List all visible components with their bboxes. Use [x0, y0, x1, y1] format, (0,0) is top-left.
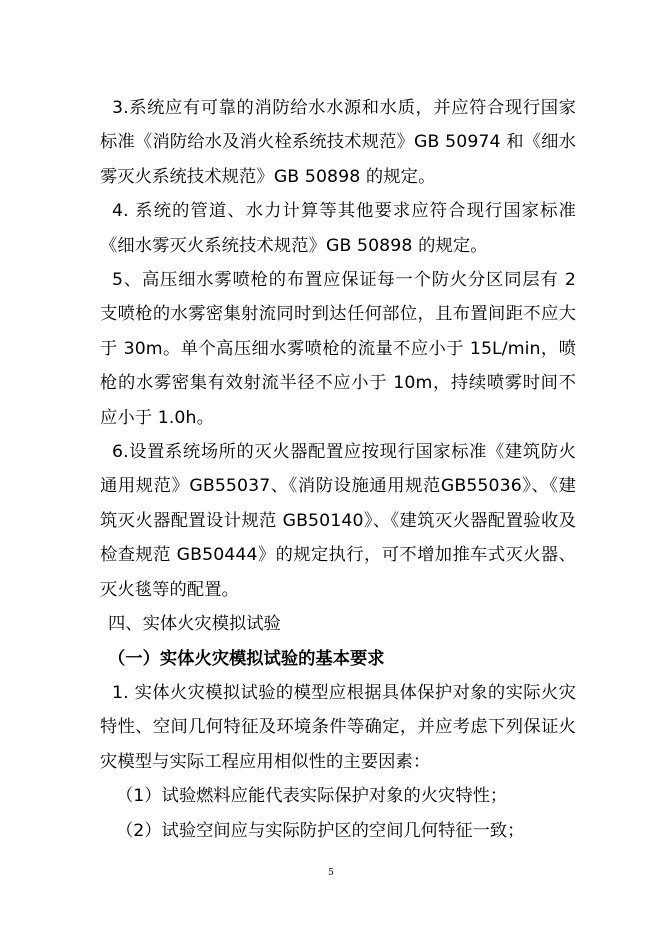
sub-heading: （一）实体火灾模拟试验的基本要求	[108, 648, 385, 669]
list-item: （2）试验空间应与实际防护区的空间几何特征一致；	[116, 820, 525, 841]
paragraph-extinguisher: 6.设置系统场所的灭火器配置应按现行国家标准《建筑防火通用规范》GB55037、《消防设施通用规范GB55036》、《建筑灭火器配置设计规范 GB50140》、《建筑灭火器配置验收及检查规范 GB50444》的规定执行，可不增加推车式灭火器、灭火毯等的配置。	[100, 442, 576, 600]
paragraph-requirement-intro: 1. 实体火灾模拟试验的模型应根据具体保护对象的实际火灾特性、空间几何特征及环境条件等确定，并应考虑下列保证火灾模型与实际工程应用相似性的主要因素：	[100, 682, 576, 772]
page-number: 5	[328, 868, 334, 878]
section-heading: 四、实体火灾模拟试验	[108, 614, 281, 635]
paragraph-spray-gun: 5、高压细水雾喷枪的布置应保证每一个防火分区同层有 2 支喷枪的水雾密集射流同时到达任何部位，且布置间距不应大于 30m。单个高压细水雾喷枪的流量不应小于 15L/min，喷枪的水雾密集有效射流半径不应小于 10m，持续喷雾时间不应小于 1.0h。	[100, 270, 576, 428]
paragraph-water-source: 3.系统应有可靠的消防给水水源和水质，并应符合现行国家标准《消防给水及消火栓系统技术规范》GB 50974 和《细水雾灭火系统技术规范》GB 50898 的规定。	[100, 98, 576, 187]
list-item: （1）试验燃料应能代表实际保护对象的火灾特性；	[116, 786, 508, 807]
document-body	[100, 91, 576, 848]
paragraph-piping: 4. 系统的管道、水力计算等其他要求应符合现行国家标准《细水雾灭火系统技术规范》GB 50898 的规定。	[100, 201, 576, 256]
